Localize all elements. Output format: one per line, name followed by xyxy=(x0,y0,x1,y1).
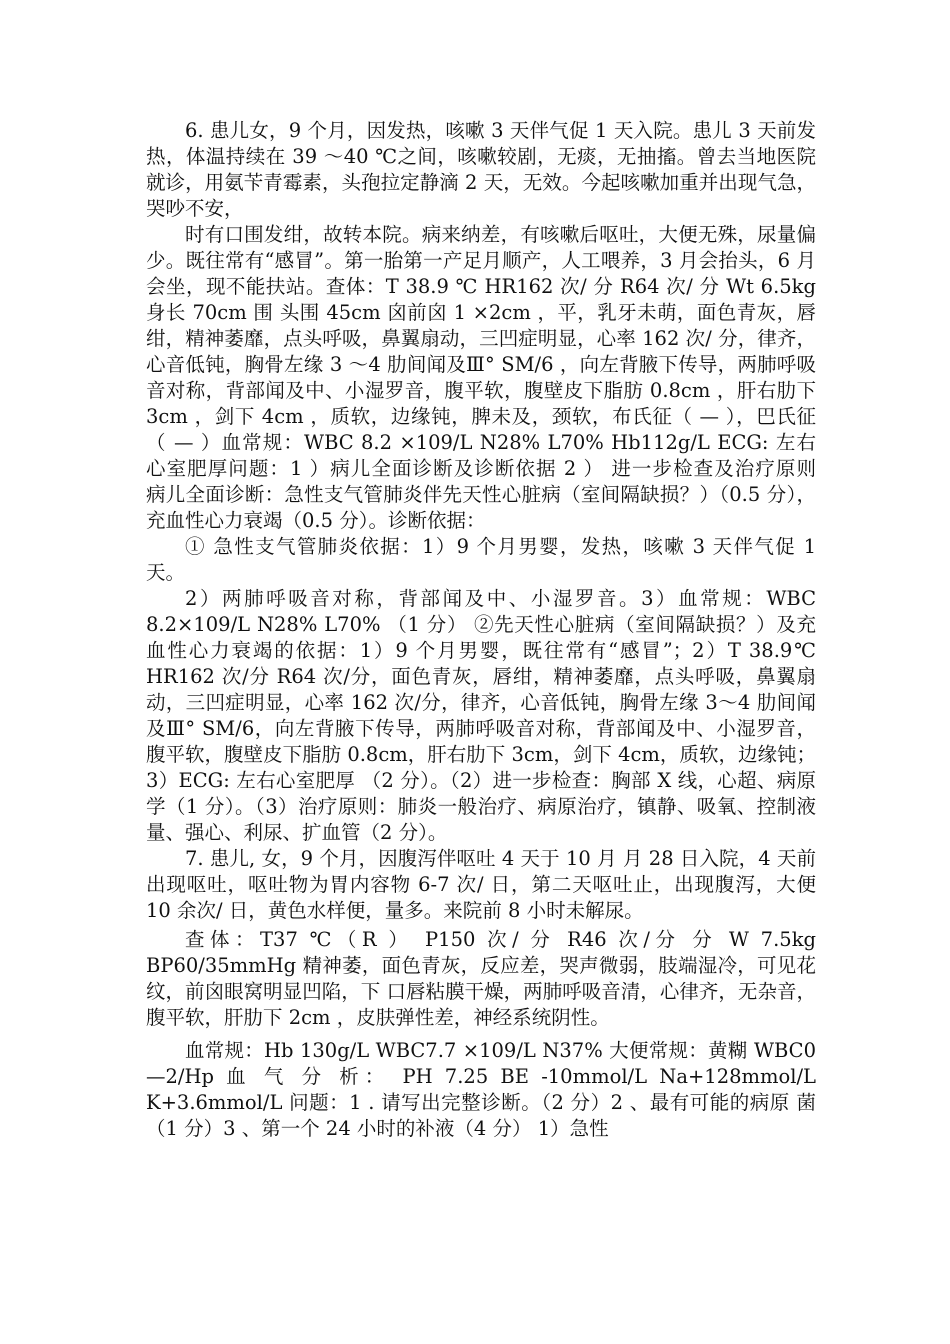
case-7-lab-paragraph: 血常规：Hb 130g/L WBC7.7 ×109/L N37% 大便常规：黄糊 WBC0 —2/Hp 血 气 分 析： PH 7.25 BE -10mmol/L Na+128mmol/L K+3.6mmol/L 问题：1 . 请写出完整诊断。（2 分）2 、最有可能的病原 菌（1 分）3 、第一个 24 小时的补液（4 分） 1）急性 xyxy=(146,1039,816,1140)
diagnosis-basis-2-paragraph: 2）两肺呼吸音对称，背部闻及中、小湿罗音。3）血常规：WBC 8.2×109/L N28% L70% （1 分） ②先天性心脏病（室间隔缺损？）及充血性心力衰竭的依据：1）9 个月男婴，既往常有“感冒”；2）T 38.9℃ HR162 次/分 R64 次/分，面色青灰，唇绀，精神萎靡，点头呼吸，鼻翼扇动，三凹症明显，心率 162 次/分，律齐，心音低钝，胸骨左缘 3～4 肋间闻及Ⅲ° SM/6，向左背腋下传导，两肺呼吸音对称，背部闻及中、小湿罗音，腹平软，腹壁皮下脂肪 0.8cm，肝右肋下 3cm，剑下 4cm，质软，边缘钝；3）ECG: 左右心室肥厚 （2 分）。（2）进一步检查：胸部 X 线，心超、病原学（1 分）。（3）治疗原则：肺炎一般治疗、病原治疗，镇静、吸氧、控制液量、强心、利尿、扩血管（2 分）。 xyxy=(146,587,816,844)
case-7-paragraph: 7. 患儿, 女，9 个月，因腹泻伴呕吐 4 天于 10 月 月 28 日入院，4 天前出现呕吐，呕吐物为胃内容物 6-7 次/ 日，第二天呕吐止，出现腹泻，大便 10 余次/ 日，黄色水样便，量多。来院前 8 小时未解尿。 xyxy=(146,847,816,922)
case-6-paragraph: 6. 患儿女，9 个月，因发热，咳嗽 3 天伴气促 1 天入院。患儿 3 天前发热，体温持续在 39 ～40 ℃之间，咳嗽较剧，无痰，无抽搐。曾去当地医院就诊，用氨苄青霉素，头孢拉定静滴 2 天，无效。今起咳嗽加重并出现气急，哭吵不安， xyxy=(146,119,816,220)
document-page xyxy=(146,118,842,1142)
case-7-exam-paragraph: 查体：T37 ℃（R ） P150 次/ 分 R46 次/分 分 W 7.5kg BP60/35mmHg 精神萎，面色青灰，反应差，哭声微弱，肢端湿冷，可见花纹，前囟眼窝明显凹陷，下 口唇粘膜干燥，两肺呼吸音清，心律齐，无杂音，腹平软，肝肋下 2cm ，皮肤弹性差，神经系统阴性。 xyxy=(146,928,816,1029)
case-6-exam-paragraph: 时有口围发绀，故转本院。病来纳差，有咳嗽后呕吐，大便无殊，尿量偏少。既往常有“感冒”。第一胎第一产足月顺产，人工喂养，3 月会抬头，6 月会坐，现不能扶站。查体：T 38.9 ℃ HR162 次/ 分 R64 次/ 分 Wt 6.5kg 身长 70cm 围 头围 45cm 囟前囟 1 ×2cm ，平，乳牙未萌，面色青灰，唇绀，精神萎靡，点头呼吸，鼻翼扇动，三凹症明显，心率 162 次/ 分，律齐，心音低钝，胸骨左缘 3 ～4 肋间闻及Ⅲ° SM/6 ，向左背腋下传导，两肺呼吸音对称，背部闻及中、小湿罗音，腹平软，腹壁皮下脂肪 0.8cm ，肝右肋下 3cm ，剑下 4cm ，质软，边缘钝，脾未及，颈软，布氏征（ — ），巴氏征（ — ）血常规：WBC 8.2 ×109/L N28% L70% Hb112g/L ECG: 左右心室肥厚问题：1 ）病儿全面诊断及诊断依据 2 ） 进一步检查及治疗原则 病儿全面诊断：急性支气管肺炎伴先天性心脏病（室间隔缺损？）（0.5 分），充血性心力衰竭（0.5 分）。诊断依据： xyxy=(146,223,842,532)
diagnosis-basis-1-paragraph: ① 急性支气管肺炎依据：1）9 个月男婴，发热，咳嗽 3 天伴气促 1 天。 xyxy=(146,535,816,584)
